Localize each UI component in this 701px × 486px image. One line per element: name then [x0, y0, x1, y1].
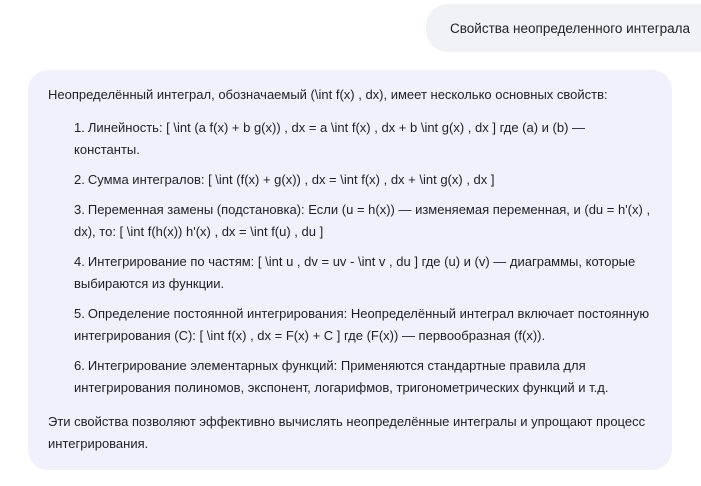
list-item-text: Определение постоянной интегрирования: Неопределённый интеграл включает постоянную интегрирования (C): [ \int f(x) , dx = F(x) + C ] где (F(x)) — первообразная (f(x)).: [74, 306, 650, 343]
list-item-text: Интегрирование по частям: [ \int u , dv = uv - \int v , du ] где (u) и (v) — диаграммы, которые выбираются из функции.: [74, 254, 636, 291]
assistant-outro: Эти свойства позволяют эффективно вычислять неопределённые интегралы и упрощают процесс интегрирования.: [48, 414, 646, 451]
list-item: [74, 169, 654, 191]
user-message-text: Свойства неопределенного интеграла: [450, 20, 691, 36]
list-item-number: 3.: [74, 202, 85, 217]
list-item-number: 1.: [74, 120, 85, 135]
list-item-number: 2.: [74, 172, 85, 187]
list-item-text: Переменная замены (подстановка): Если (u = h(x)) — изменяемая переменная, и (du = h'(x) , dx), то: [ \int f(h(x)) h'(x) , dx = \int f(u) , du ]: [74, 202, 651, 239]
list-item: [74, 117, 654, 161]
list-item: [74, 303, 654, 347]
list-item-text: Интегрирование элементарных функций: Применяются стандартные правила для интегрирования полиномов, экспонент, логарифмов, тригонометрических функций и т.д.: [74, 358, 609, 395]
assistant-intro: Неопределённый интеграл, обозначаемый (\int f(x) , dx), имеет несколько основных свойств:: [48, 87, 608, 102]
list-item-number: 4.: [74, 254, 85, 269]
list-item-text: Линейность: [ \int (a f(x) + b g(x)) , dx = a \int f(x) , dx + b \int g(x) , dx ] где (a) и (b) — константы.: [74, 120, 586, 157]
list-item-text: Сумма интегралов: [ \int (f(x) + g(x)) , dx = \int f(x) , dx + \int g(x) , dx ]: [87, 172, 495, 187]
list-item: [74, 199, 654, 243]
properties-list: [48, 117, 654, 399]
list-item-number: 5.: [74, 306, 85, 321]
list-item: [74, 355, 654, 399]
list-item-number: 6.: [74, 358, 85, 373]
assistant-message-bubble: [28, 70, 672, 470]
list-item: [74, 251, 654, 295]
user-message-bubble: [426, 4, 701, 52]
